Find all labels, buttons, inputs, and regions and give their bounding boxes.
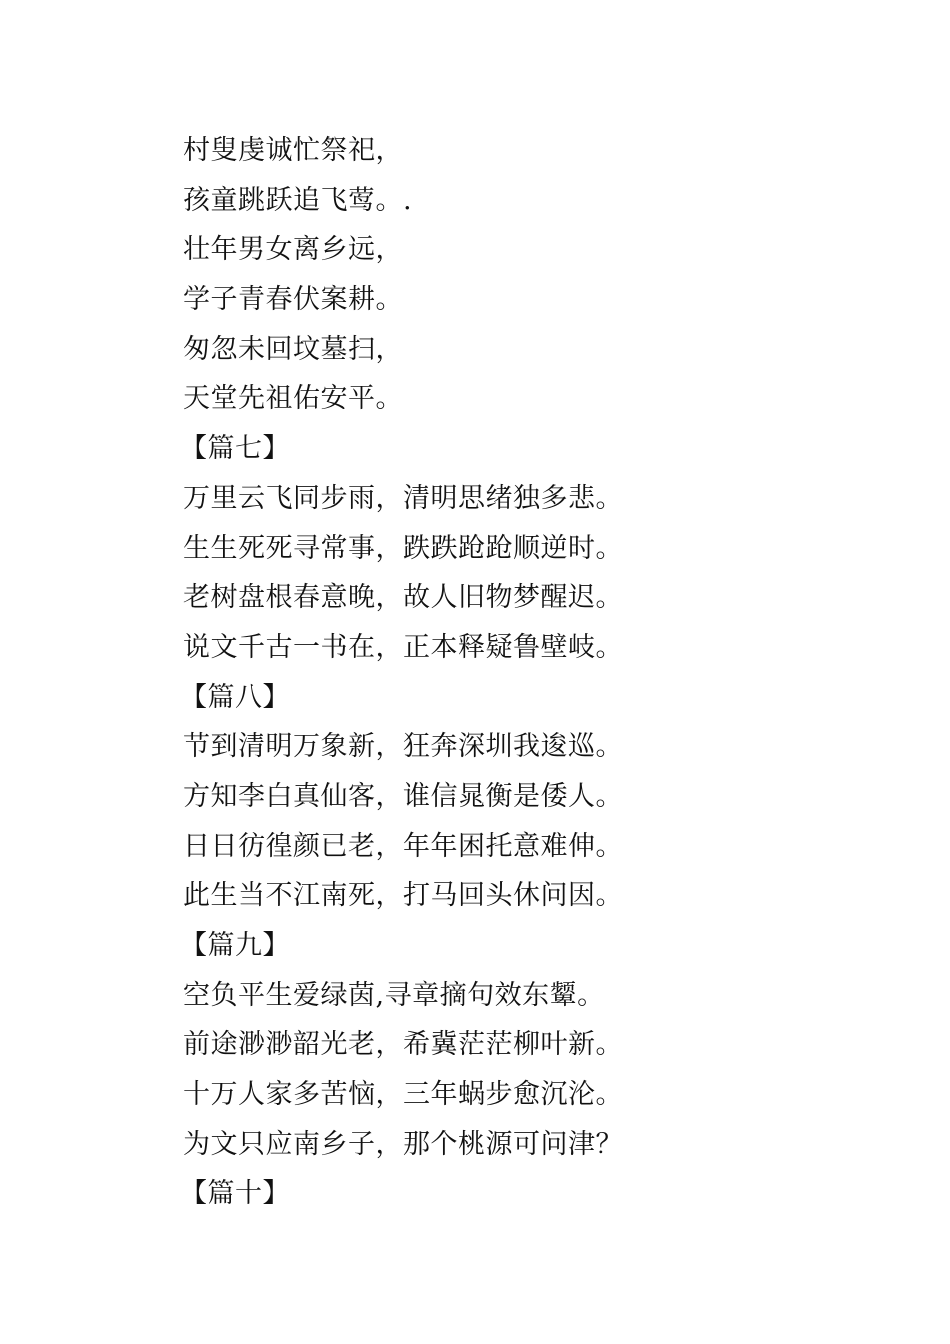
verse-line: 村叟虔诚忙祭祀，	[183, 135, 403, 166]
verse-line: 生生死死寻常事，跌跌跄跄顺逆时。	[183, 532, 623, 564]
verse-line: 匆忽未回坟墓扫，	[183, 333, 403, 365]
verse-line: 此生当不江南死，打马回头休问因。	[183, 880, 623, 912]
verse-line: 日日彷徨颜已老，年年困托意难伸。	[183, 830, 623, 862]
verse-line: 节到清明万象新，狂奔深圳我逡巡。	[183, 731, 623, 763]
verse-line: 老树盘根春意晚，故人旧物梦醒迟。	[183, 582, 623, 614]
verse-line: 说文千古一书在，正本释疑鲁壁岐。	[183, 631, 623, 663]
section-heading-7: 【篇七】	[180, 433, 290, 465]
verse-line: 壮年男女离乡远，	[183, 234, 403, 266]
verse-line: 方知李白真仙客，谁信晁衡是倭人。	[183, 780, 623, 812]
verse-line: 为文只应南乡子，那个桃源可问津？	[183, 1128, 623, 1160]
section-heading-8: 【篇八】	[180, 681, 290, 713]
verse-line: 万里云飞同步雨，清明思绪独多悲。	[183, 482, 623, 514]
verse-line: 学子青春伏案耕。	[183, 284, 403, 316]
verse-line: 十万人家多苦恼，三年蜗步愈沉沦。	[183, 1079, 623, 1111]
poem-body	[180, 126, 883, 1219]
verse-line: 孩童跳跃追飞莺。.	[183, 184, 413, 216]
section-heading-9: 【篇九】	[180, 930, 290, 961]
verse-line: 天堂先祖佑安平。	[183, 383, 403, 415]
verse-line: 前途渺渺韶光老，希冀茫茫柳叶新。	[183, 1029, 623, 1061]
section-heading-10: 【篇十】	[180, 1178, 290, 1210]
verse-line: 空负平生爱绿茵,寻章摘句效东颦。	[183, 979, 605, 1011]
